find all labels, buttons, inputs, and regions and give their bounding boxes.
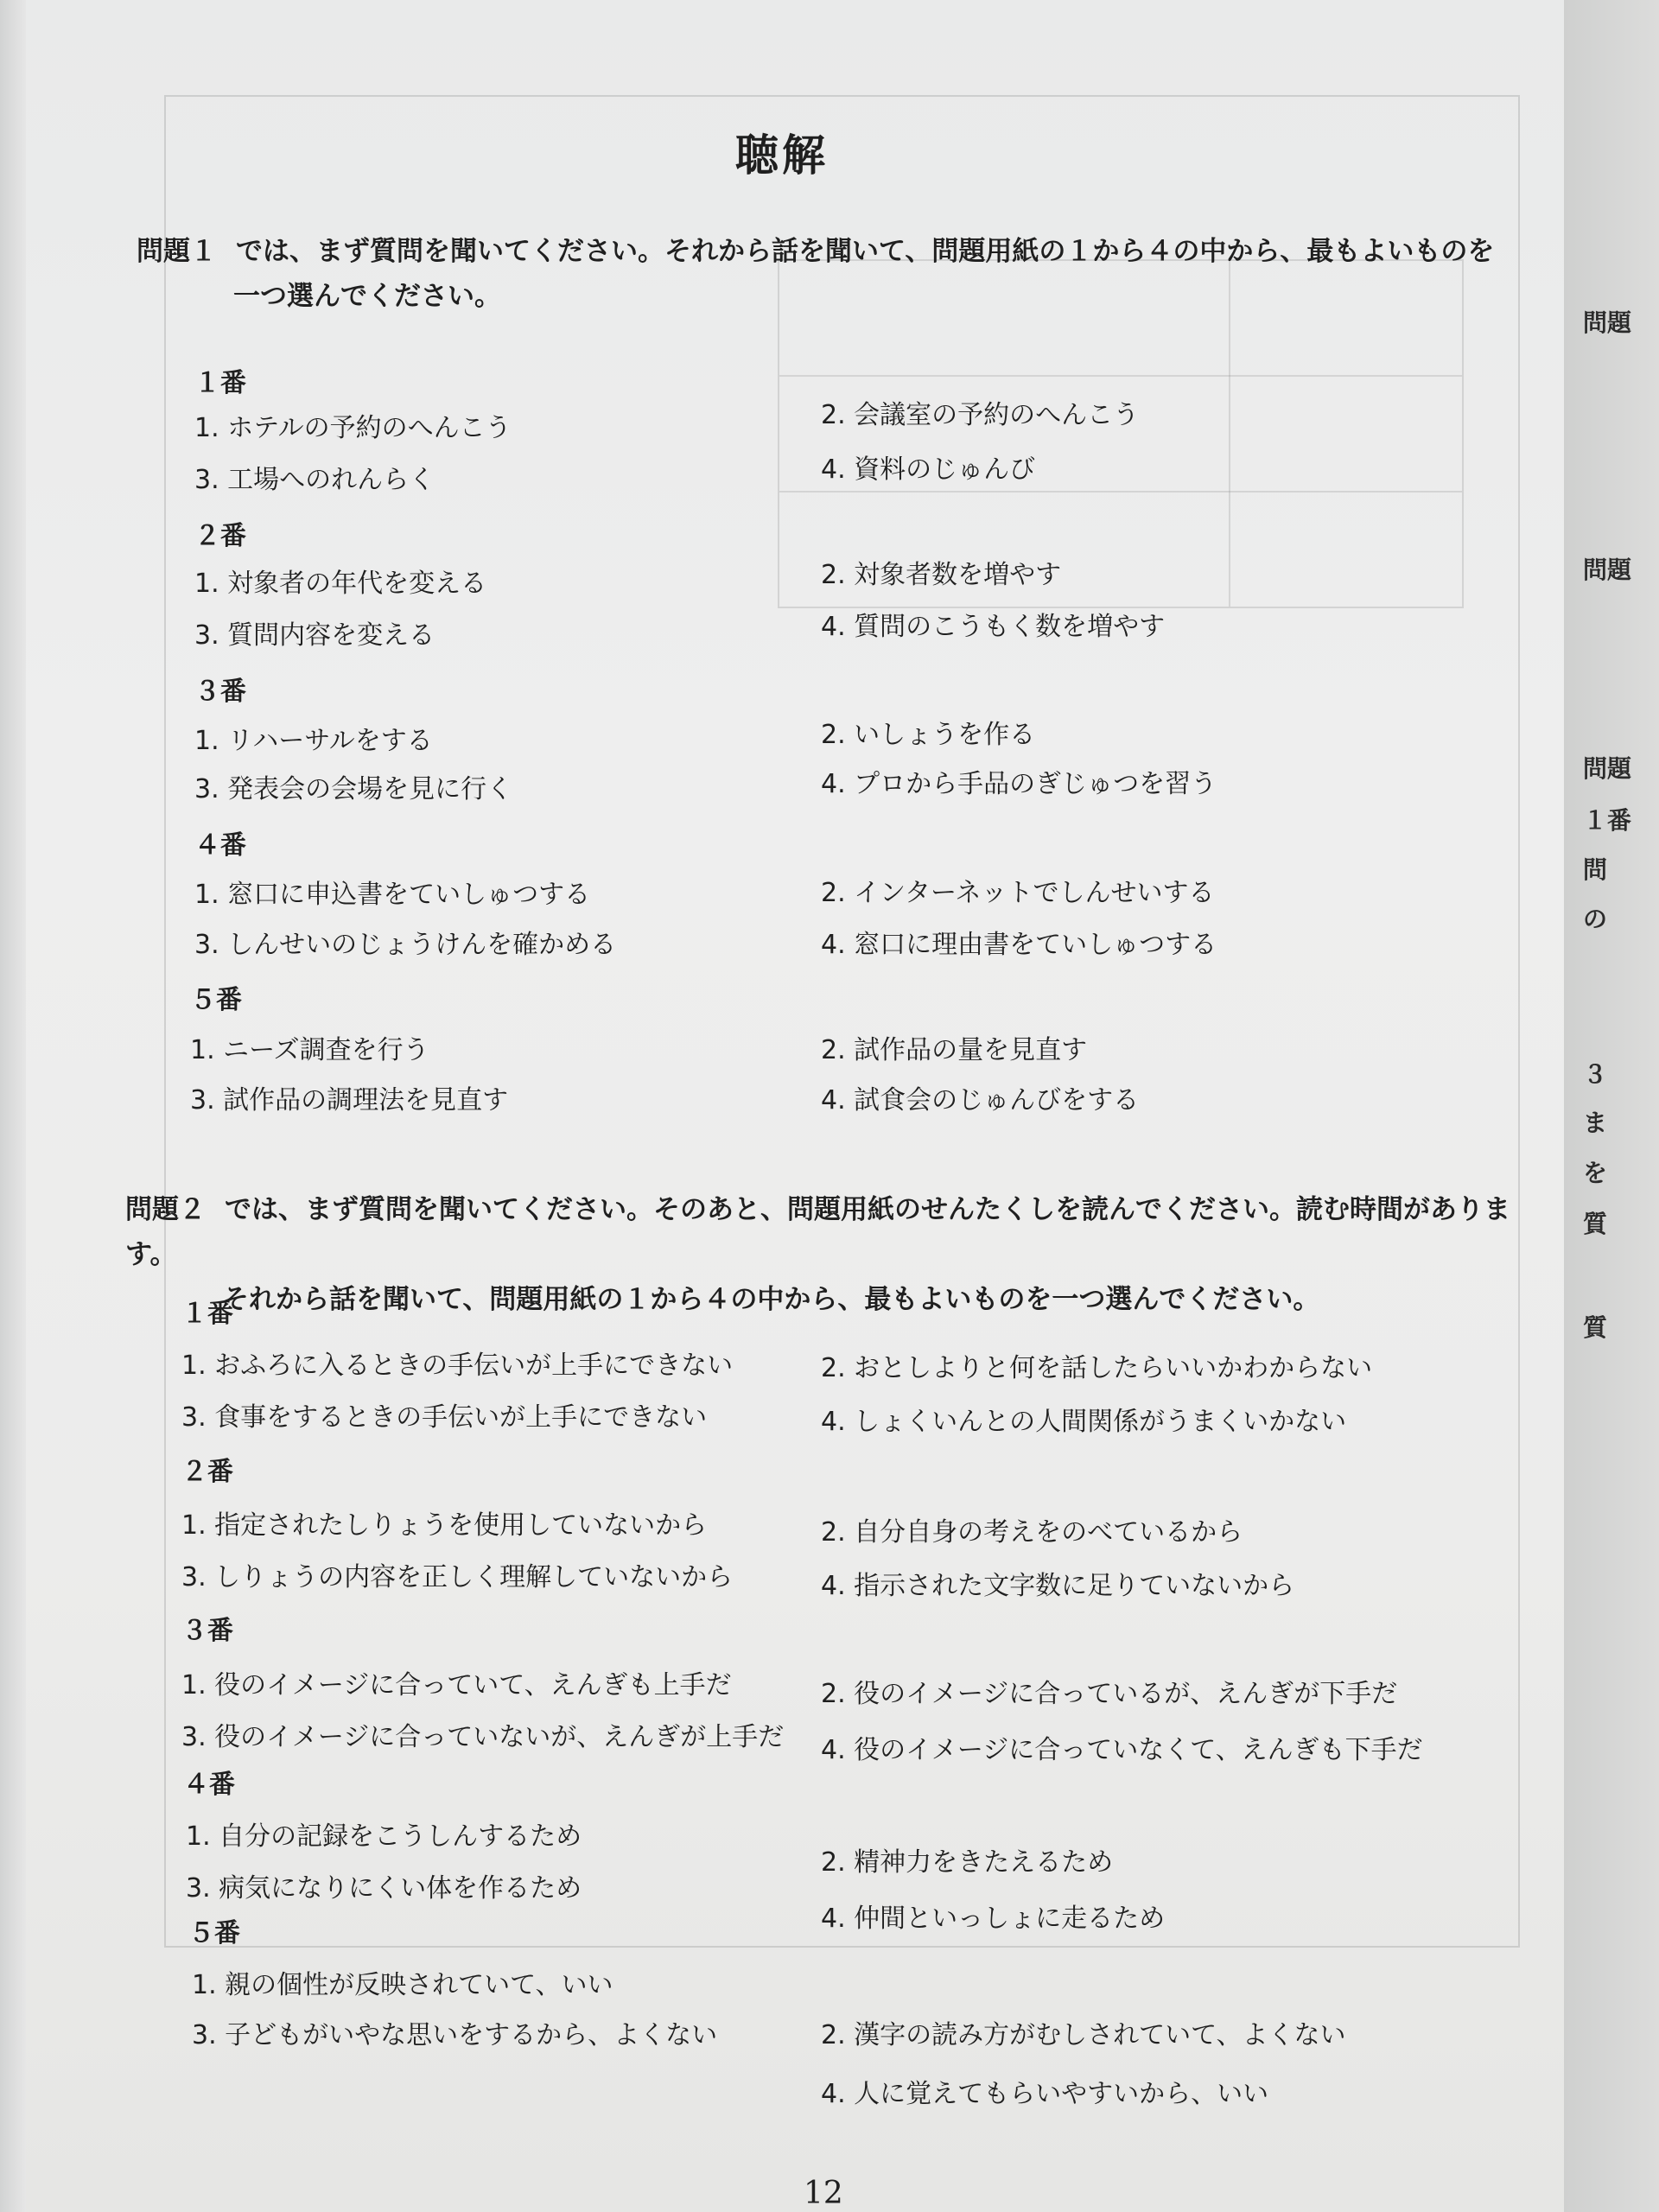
mondai2-item-4-choice-2: 2. 精神力をきたえるため — [821, 1847, 1114, 1878]
mondai2-item-4-choice-4: 4. 仲間といっしょに走るため — [821, 1904, 1166, 1934]
mondai1-item-1-choice-1: 1. ホテルの予約のへんこう — [194, 413, 512, 443]
mondai2-item-2-choice-4: 4. 指示された文字数に足りていないから — [821, 1571, 1295, 1601]
mondai2-instruction — [125, 1187, 1542, 1322]
mondai1-item-2-choice-1: 1. 対象者の年代を変える — [194, 569, 487, 599]
adjacent-fragment: 質 — [1583, 1210, 1608, 1238]
mondai2-item-3-choice-4: 4. 役のイメージに合っていなくて、えんぎも下手だ — [821, 1735, 1423, 1765]
mondai1-item-3-choice-1: 1. リハーサルをする — [194, 726, 433, 756]
adjacent-fragment: 問 — [1583, 855, 1608, 884]
mondai1-item-1-choice-2: 2. 会議室の予約のへんこう — [821, 400, 1140, 430]
mondai2-item-3-choice-2: 2. 役のイメージに合っているが、えんぎが下手だ — [821, 1679, 1398, 1709]
adjacent-fragment: １番 — [1583, 806, 1632, 835]
mondai1-item-5-choice-4: 4. 試食会のじゅんびをする — [821, 1085, 1140, 1116]
mondai1-item-3-choice-3: 3. 発表会の会場を見に行く — [194, 774, 513, 804]
mondai1-item-2-choice-4: 4. 質問のこうもく数を増やす — [821, 612, 1166, 642]
adjacent-fragment: 質 — [1583, 1313, 1608, 1342]
mondai1-item-1-choice-4: 4. 資料のじゅんび — [821, 454, 1036, 485]
mondai2-item-1-choice-4: 4. しょくいんとの人間関係がうまくいかない — [821, 1407, 1347, 1437]
mondai1-item-4-choice-3: 3. しんせいのじょうけんを確かめる — [194, 930, 617, 960]
mondai2-item-1-choice-3: 3. 食事をするときの手伝いが上手にできない — [181, 1402, 708, 1433]
mondai1-item-1-head: １番 — [194, 368, 246, 398]
mondai2-item-5-choice-2: 2. 漢字の読み方がむしされていて、よくない — [821, 2020, 1346, 2050]
mondai1-item-4-choice-2: 2. インターネットでしんせいする — [821, 878, 1215, 908]
adjacent-fragment: を — [1583, 1159, 1608, 1187]
mondai2-item-1-choice-1: 1. おふろに入るときの手伝いが上手にできない — [181, 1351, 734, 1381]
mondai2-line1: では、まず質問を聞いてください。そのあと、問題用紙のせんたくしを読んでください。読む時間があります。 — [125, 1194, 1510, 1270]
mondai1-item-1-choice-3: 3. 工場へのれんらく — [194, 465, 435, 495]
mondai2-item-2-choice-1: 1. 指定されたしりょうを使用していないから — [181, 1510, 708, 1541]
mondai1-line1: では、まず質問を聞いてください。それから話を聞いて、問題用紙の１から４の中から、最もよいものを — [236, 236, 1495, 267]
mondai2-item-2-choice-3: 3. しりょうの内容を正しく理解していないから — [181, 1562, 734, 1592]
adjacent-fragment: 問題 — [1583, 754, 1632, 783]
mondai1-item-4-choice-4: 4. 窓口に理由書をていしゅつする — [821, 930, 1217, 960]
adjacent-fragment: の — [1583, 905, 1608, 933]
mondai2-item-1-head: １番 — [181, 1299, 233, 1329]
mondai2-item-4-choice-1: 1. 自分の記録をこうしんするため — [186, 1821, 582, 1852]
mondai1-instruction — [137, 229, 1519, 319]
mondai2-item-3-choice-1: 1. 役のイメージに合っていて、えんぎも上手だ — [181, 1670, 732, 1700]
mondai1-item-2-choice-3: 3. 質問内容を変える — [194, 620, 435, 651]
mondai1-item-4-head: ４番 — [194, 830, 246, 861]
page-number: 12 — [804, 2176, 843, 2211]
mondai1-item-3-choice-4: 4. プロから手品のぎじゅつを習う — [821, 769, 1217, 799]
mondai1-item-4-choice-1: 1. 窓口に申込書をていしゅつする — [194, 880, 591, 910]
mondai2-item-5-head: ５番 — [188, 1918, 240, 1948]
mondai2-item-3-choice-3: 3. 役のイメージに合っていないが、えんぎが上手だ — [181, 1722, 785, 1752]
adjacent-fragment: ３ — [1583, 1060, 1608, 1089]
adjacent-fragment: 問題 — [1583, 308, 1632, 337]
adjacent-fragment: 問題 — [1583, 556, 1632, 584]
mondai2-item-5-choice-3: 3. 子どもがいやな思いをするから、よくない — [192, 2020, 718, 2050]
mondai2-item-2-choice-2: 2. 自分自身の考えをのべているから — [821, 1517, 1243, 1548]
mondai2-label: 問題２ — [125, 1194, 206, 1225]
mondai1-item-5-head: ５番 — [190, 985, 242, 1015]
mondai2-item-1-choice-2: 2. おとしよりと何を話したらいいかわからない — [821, 1353, 1373, 1383]
page-edge — [0, 0, 26, 2212]
mondai2-item-5-choice-4: 4. 人に覚えてもらいやすいから、いい — [821, 2079, 1269, 2109]
mondai1-label: 問題１ — [137, 236, 217, 267]
adjacent-page — [1564, 0, 1659, 2212]
mondai1-item-3-choice-2: 2. いしょうを作る — [821, 720, 1036, 750]
mondai2-line2: それから話を聞いて、問題用紙の１から４の中から、最もよいものを一つ選んでください。 — [222, 1284, 1320, 1315]
mondai1-item-5-choice-3: 3. 試作品の調理法を見直す — [190, 1085, 509, 1116]
mondai1-item-3-head: ３番 — [194, 677, 246, 707]
mondai1-line2: 一つ選んでください。 — [233, 281, 501, 312]
mondai2-item-4-choice-3: 3. 病気になりにくい体を作るため — [186, 1873, 582, 1904]
mondai2-item-5-choice-1: 1. 親の個性が反映されていて、いい — [192, 1970, 613, 2000]
mondai2-item-3-head: ３番 — [181, 1616, 233, 1646]
mondai1-item-5-choice-2: 2. 試作品の量を見直す — [821, 1035, 1088, 1065]
mondai1-item-5-choice-1: 1. ニーズ調査を行う — [190, 1035, 429, 1065]
section-title: 聴解 — [735, 130, 829, 181]
mondai2-item-4-head: ４番 — [183, 1770, 235, 1800]
mondai1-item-2-choice-2: 2. 対象者数を増やす — [821, 560, 1062, 590]
mondai1-item-2-head: ２番 — [194, 521, 246, 551]
mondai2-item-2-head: ２番 — [181, 1457, 233, 1487]
adjacent-fragment: ま — [1583, 1109, 1608, 1137]
